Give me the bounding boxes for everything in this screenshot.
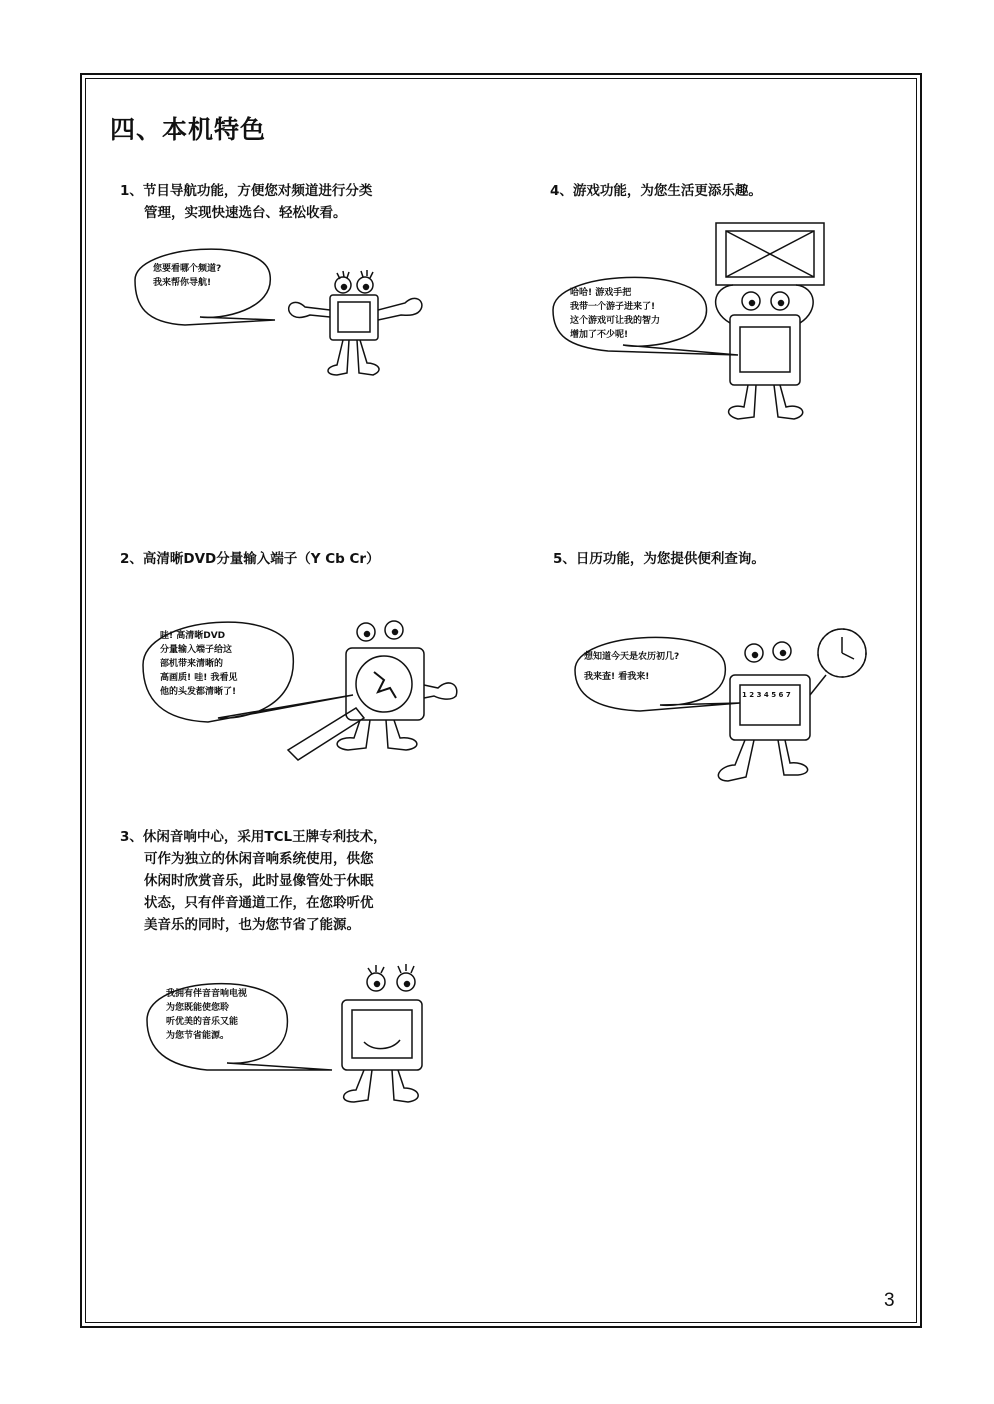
feature-line: 休闲时欣赏音乐，此时显像管处于休眠	[144, 873, 374, 889]
bubble-line: 我带一个游子进来了!	[570, 302, 656, 312]
tv-mascot-navigation-illustration	[125, 235, 445, 385]
bubble-line: 哇! 高清晰DVD	[160, 631, 226, 641]
feature-1	[120, 180, 450, 224]
feature-3	[120, 826, 450, 936]
feature-line: 日历功能，为您提供便利查询。	[575, 551, 765, 567]
tv-mascot-game-illustration	[548, 215, 838, 435]
feature-number: 4、	[550, 183, 573, 199]
bubble-line: 他的头发都清晰了!	[160, 687, 237, 697]
bubble-line: 我拥有伴音音响电视	[166, 989, 248, 999]
feature-number: 2、	[120, 551, 143, 567]
tv-mascot-calendar-illustration	[570, 625, 880, 800]
bubble-line: 我来帮你导航!	[153, 278, 212, 288]
feature-number: 5、	[553, 551, 576, 567]
bubble-line: 为您节省能源。	[166, 1031, 230, 1041]
bubble-line: 想知道今天是农历初几?	[584, 652, 680, 662]
page-number: 3	[884, 1290, 895, 1311]
bubble-line: 为您既能使您聆	[166, 1003, 230, 1013]
bubble-line: 部机带来清晰的	[160, 659, 224, 669]
bubble-line: 分量输入端子给这	[160, 645, 233, 655]
calendar-screen-text: 1 2 3 4 5 6 7	[742, 691, 791, 699]
bubble-line: 您要看哪个频道?	[153, 264, 222, 274]
feature-number: 3、	[120, 829, 143, 845]
feature-number: 1、	[120, 183, 143, 199]
bubble-line: 哈哈! 游戏手把	[570, 288, 632, 298]
feature-line: 管理，实现快速选台、轻松收看。	[144, 205, 347, 221]
tv-mascot-audio-illustration	[142, 960, 452, 1110]
feature-line: 美音乐的同时，也为您节省了能源。	[144, 917, 360, 933]
bubble-line: 增加了不少呢!	[570, 330, 629, 340]
feature-4	[550, 180, 850, 202]
feature-line: 游戏功能，为您生活更添乐趣。	[572, 183, 762, 199]
bubble-line: 我来查! 看我来!	[584, 672, 650, 682]
bubble-line: 这个游戏可让我的智力	[570, 316, 661, 326]
tv-mascot-dvd-illustration	[138, 600, 468, 770]
feature-line: 可作为独立的休闲音响系统使用，供您	[144, 851, 374, 867]
feature-line: 休闲音响中心，采用TCL王牌专利技术，	[142, 829, 387, 845]
feature-line: 高清晰DVD分量输入端子（Y Cb Cr）	[142, 551, 380, 567]
feature-line: 节目导航功能，方便您对频道进行分类	[142, 183, 373, 199]
feature-5	[553, 548, 853, 570]
bubble-line: 听优美的音乐又能	[166, 1017, 239, 1027]
feature-line: 状态，只有伴音通道工作，在您聆听优	[144, 895, 374, 911]
page-title: 四、本机特色	[110, 115, 267, 144]
feature-2	[120, 548, 450, 570]
bubble-line: 高画质! 哇! 我看见	[160, 673, 238, 683]
